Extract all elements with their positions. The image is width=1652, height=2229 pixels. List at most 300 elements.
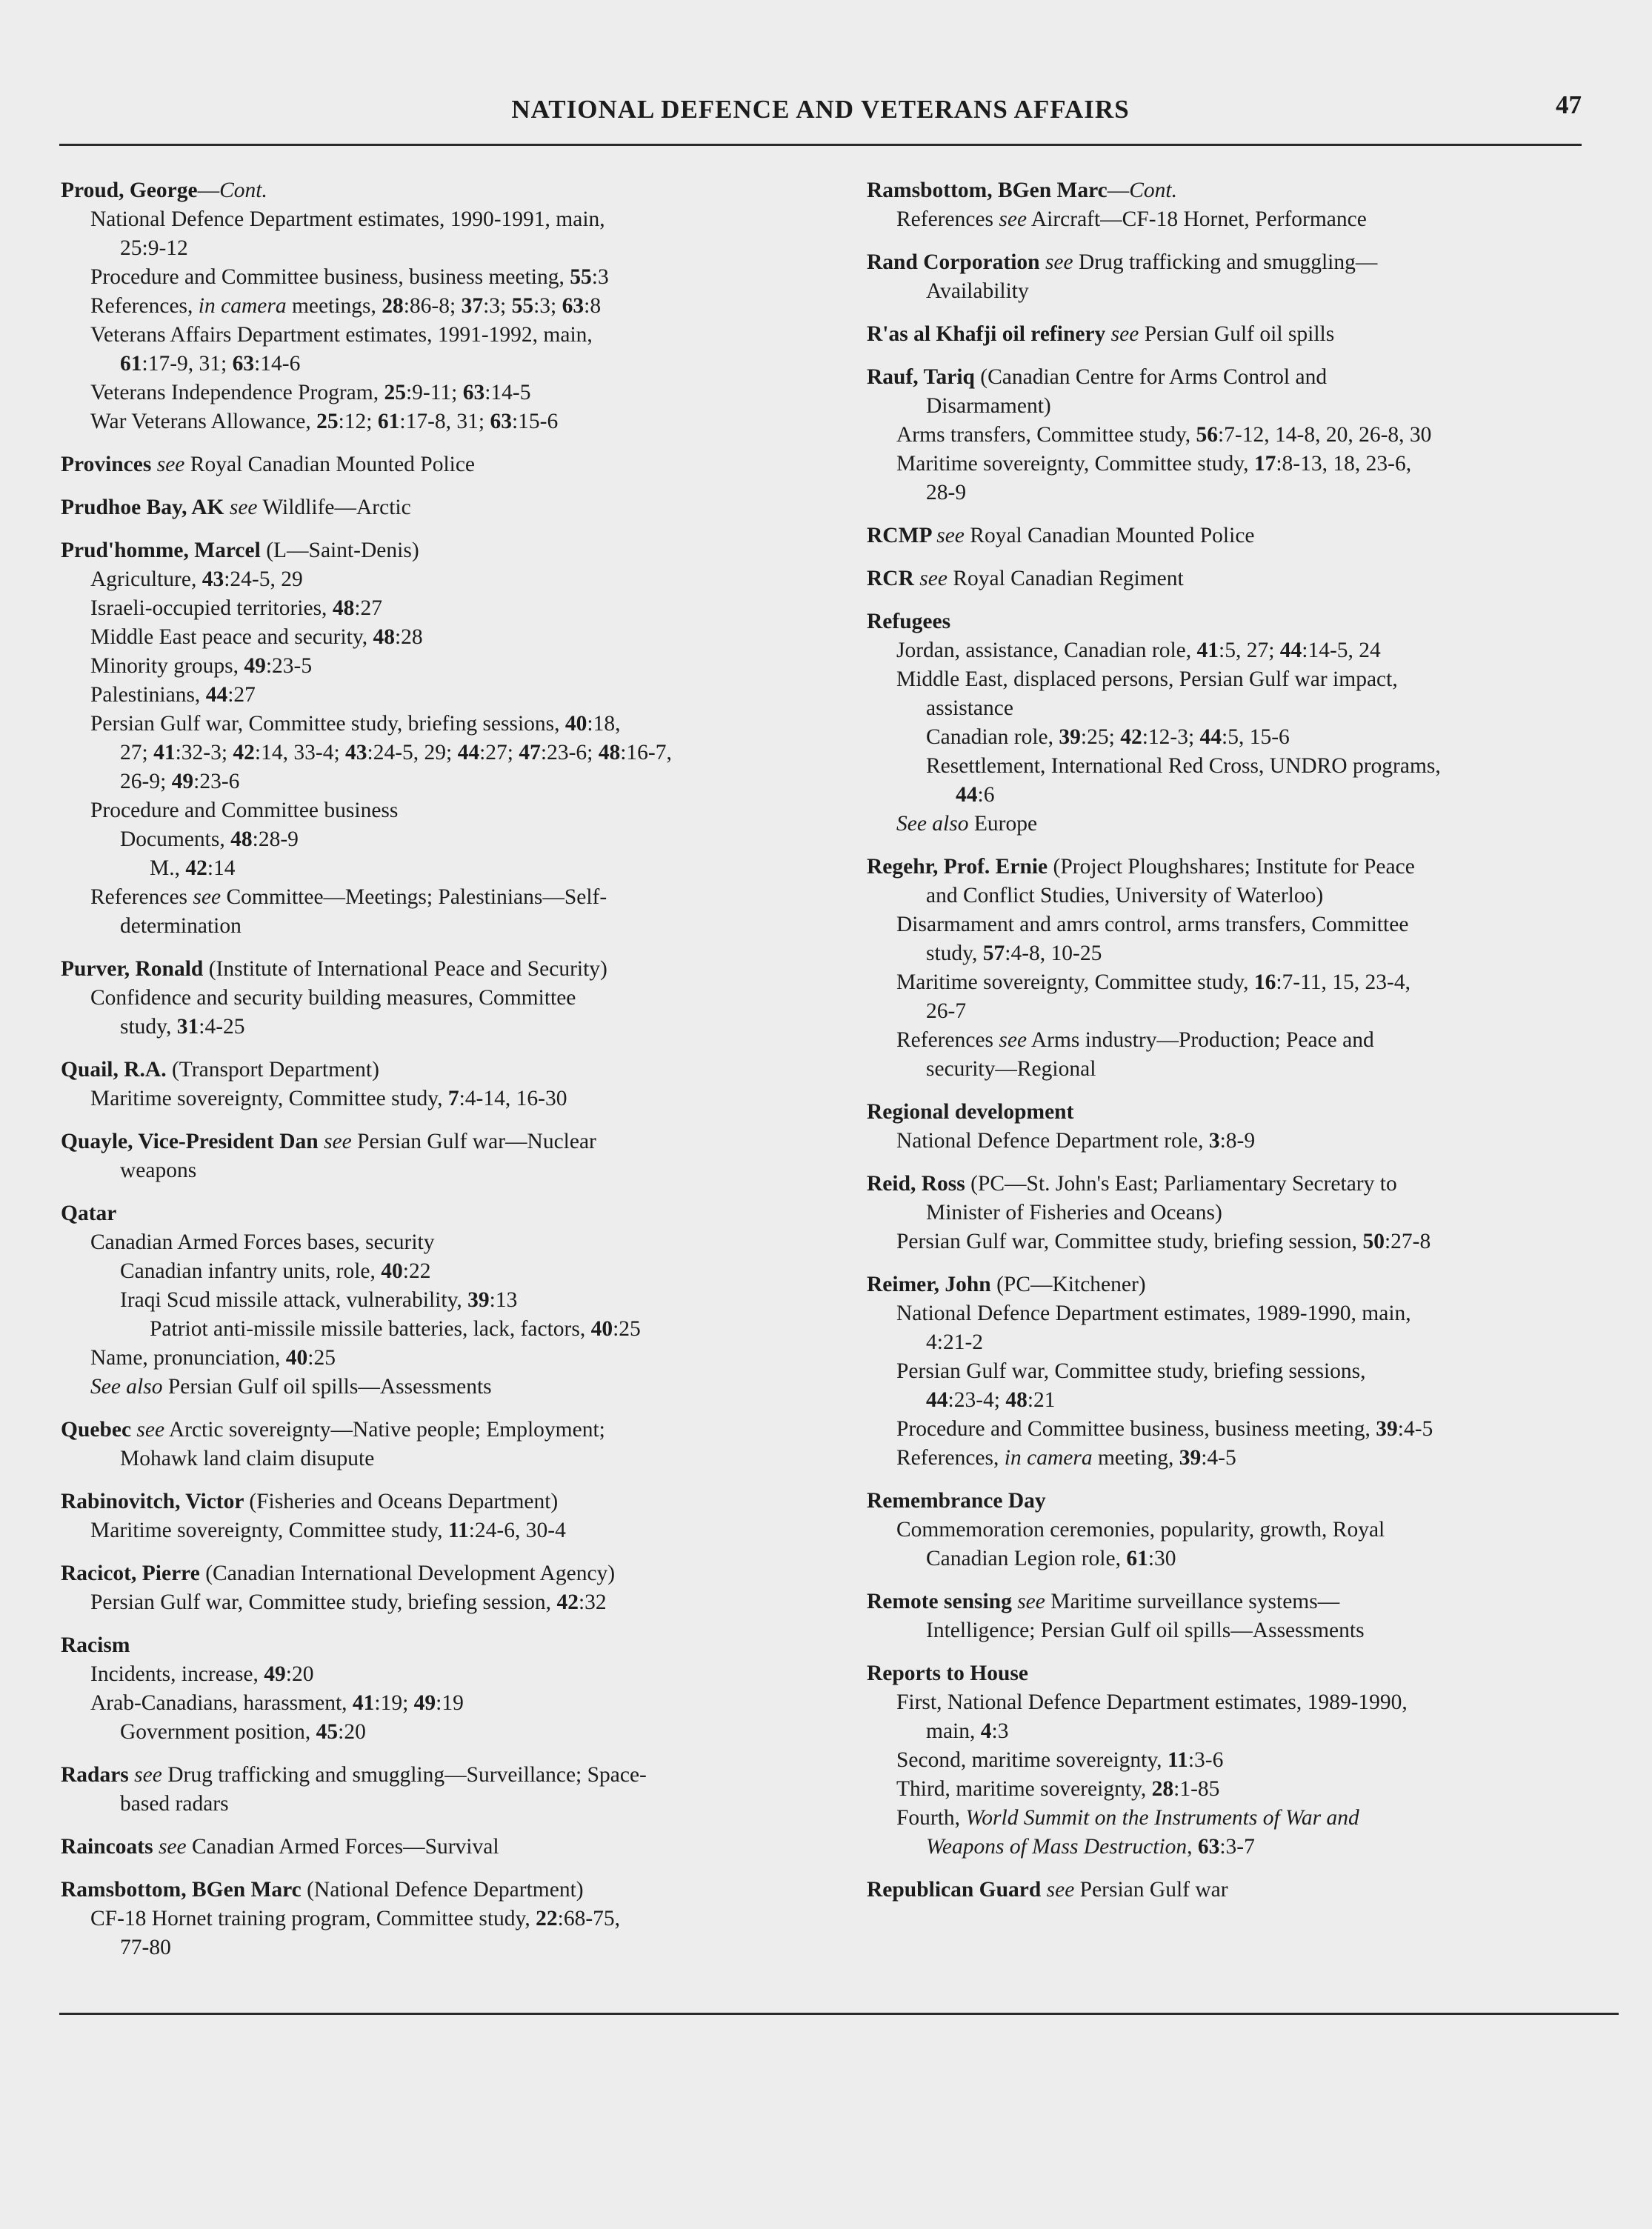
- index-heading: [867, 176, 1630, 205]
- italic-text: see: [999, 207, 1027, 231]
- entry-text: :32-3;: [175, 741, 233, 764]
- index-entry: [867, 1170, 1630, 1256]
- entry-text: Minority groups,: [90, 654, 244, 678]
- italic-text: See also: [90, 1375, 163, 1399]
- bold-text: 47: [519, 741, 541, 764]
- index-subentry: [61, 1084, 824, 1113]
- entry-text: CF-18 Hornet training program, Committee study,: [90, 1907, 536, 1930]
- entry-text: :20: [338, 1720, 366, 1744]
- entry-text: :86-8;: [403, 294, 462, 318]
- italic-text: see: [936, 524, 965, 547]
- index-entry: [867, 1270, 1630, 1473]
- entry-text: :17-8, 31;: [399, 410, 490, 433]
- italic-text: in camera: [1004, 1446, 1093, 1470]
- index-subentry: [867, 205, 1630, 234]
- bold-text: Racism: [61, 1633, 130, 1657]
- entry-text: Persian Gulf war, Committee study, briefing sessions,: [90, 712, 565, 736]
- index-subentry: [61, 1315, 824, 1344]
- bold-text: 40: [381, 1259, 403, 1283]
- index-subentry: [867, 939, 1630, 968]
- index-heading: [867, 607, 1630, 636]
- index-subentry: [61, 652, 824, 681]
- bold-text: 61: [377, 410, 400, 433]
- index-subentry: [867, 1516, 1630, 1545]
- entry-text: Royal Canadian Mounted Police: [964, 524, 1255, 547]
- index-subentry: [61, 234, 824, 263]
- index-subentry: [61, 263, 824, 292]
- entry-text: :14-6: [254, 352, 301, 376]
- entry-text: :30: [1148, 1547, 1176, 1570]
- index-entry: [867, 1876, 1630, 1905]
- index-heading: [61, 493, 824, 522]
- bold-text: 28: [382, 294, 404, 318]
- bold-text: 42: [185, 856, 207, 880]
- bold-text: 49: [244, 654, 266, 678]
- index-entry: [867, 1487, 1630, 1573]
- index-subentry: [867, 1227, 1630, 1256]
- bold-text: 37: [461, 294, 484, 318]
- index-heading: [867, 1170, 1630, 1199]
- bold-text: Remote sensing: [867, 1590, 1018, 1613]
- entry-text: 26-7: [926, 999, 967, 1023]
- entry-text: security—Regional: [926, 1057, 1096, 1081]
- index-subentry: [867, 1328, 1630, 1357]
- bold-text: 42: [1120, 725, 1142, 749]
- bold-text: 11: [1167, 1748, 1188, 1772]
- index-entry: [61, 1127, 824, 1185]
- italic-text: see: [1110, 322, 1139, 346]
- bold-text: Regehr, Prof. Ernie: [867, 855, 1053, 879]
- index-subentry: [61, 321, 824, 350]
- index-subentry: [61, 1588, 824, 1617]
- italic-text: see: [919, 567, 947, 590]
- entry-text: Mohawk land claim disupute: [120, 1447, 375, 1470]
- italic-text: in camera: [198, 294, 287, 318]
- index-entry: [61, 1631, 824, 1747]
- index-heading: [61, 536, 824, 565]
- entry-text: National Defence Department estimates, 1990-1991, main,: [90, 207, 605, 231]
- entry-text: :3;: [483, 294, 512, 318]
- italic-text: World Summit on the Instruments of War and: [965, 1806, 1359, 1830]
- entry-text: :25;: [1080, 725, 1121, 749]
- entry-text: :14-5, 24: [1302, 639, 1381, 662]
- page-title: NATIONAL DEFENCE AND VETERANS AFFAIRS: [511, 95, 1130, 124]
- bold-text: Rabinovitch, Victor: [61, 1490, 250, 1513]
- entry-text: Persian Gulf oil spills: [1139, 322, 1335, 346]
- index-entry: [867, 248, 1630, 306]
- index-subentry: [867, 752, 1630, 781]
- entry-text: :23-5: [265, 654, 313, 678]
- entry-text: Canadian role,: [926, 725, 1059, 749]
- entry-text: :12;: [338, 410, 378, 433]
- entry-text: References: [90, 885, 193, 909]
- bold-text: Refugees: [867, 610, 951, 633]
- entry-text: :5, 27;: [1219, 639, 1280, 662]
- index-heading: [61, 450, 824, 479]
- entry-text: :13: [489, 1288, 518, 1312]
- bold-text: Quail, R.A.: [61, 1058, 172, 1082]
- bold-text: 49: [264, 1662, 286, 1686]
- bold-text: 41: [352, 1691, 375, 1715]
- entry-text: :6: [977, 783, 995, 807]
- bold-text: Ramsbottom, BGen Marc: [867, 179, 1108, 202]
- entry-text: References,: [896, 1446, 1005, 1470]
- entry-text: :32: [578, 1590, 607, 1614]
- entry-text: :24-6, 30-4: [468, 1519, 566, 1542]
- entry-text: Canadian Legion role,: [926, 1547, 1127, 1570]
- entry-text: :27-8: [1384, 1230, 1431, 1253]
- index-entry: [867, 607, 1630, 839]
- bold-text: 56: [1196, 423, 1218, 447]
- bold-text: 43: [201, 567, 224, 591]
- index-subentry: [867, 636, 1630, 665]
- index-subentry: [867, 392, 1630, 421]
- entry-text: Fourth,: [896, 1806, 966, 1830]
- entry-text: (PC—Kitchener): [996, 1273, 1146, 1296]
- index-subentry: [61, 205, 824, 234]
- bold-text: 44: [926, 1388, 948, 1412]
- entry-text: meetings,: [286, 294, 382, 318]
- entry-text: :9-11;: [405, 381, 463, 404]
- bold-text: 61: [1126, 1547, 1148, 1570]
- index-heading: [61, 1199, 824, 1228]
- entry-text: Patriot anti-missile missile batteries, lack, factors,: [150, 1317, 591, 1341]
- bold-text: RCMP: [867, 524, 937, 547]
- index-subentry: [61, 292, 824, 321]
- entry-text: 77-80: [120, 1936, 171, 1959]
- entry-text: :3-7: [1219, 1835, 1255, 1859]
- bold-text: 44: [205, 683, 228, 707]
- index-entry: [867, 853, 1630, 1084]
- italic-text: Cont.: [1129, 179, 1177, 202]
- bold-text: 7: [447, 1087, 459, 1110]
- bold-text: 50: [1362, 1230, 1385, 1253]
- entry-text: ,: [1187, 1835, 1198, 1859]
- index-subentry: [867, 781, 1630, 810]
- entry-text: :8-9: [1219, 1129, 1256, 1153]
- index-subentry: [867, 479, 1630, 507]
- entry-text: Incidents, increase,: [90, 1662, 264, 1686]
- entry-text: :5, 15-6: [1222, 725, 1290, 749]
- bold-text: Proud, George: [61, 179, 198, 202]
- index-subentry: [867, 1688, 1630, 1717]
- index-subentry: [61, 1156, 824, 1185]
- entry-text: Disarmament): [926, 394, 1051, 418]
- entry-text: :19;: [374, 1691, 414, 1715]
- index-subentry: [61, 1445, 824, 1473]
- entry-text: Name, pronunciation,: [90, 1346, 286, 1370]
- italic-text: See also: [896, 812, 969, 836]
- entry-text: 27;: [120, 741, 154, 764]
- bold-text: Remembrance Day: [867, 1489, 1046, 1513]
- entry-text: Drug trafficking and smuggling—Surveillance; Space-: [161, 1763, 647, 1787]
- index-heading: [61, 1127, 824, 1156]
- index-subentry: [61, 883, 824, 912]
- italic-text: see: [158, 1835, 187, 1859]
- italic-text: Cont.: [219, 179, 267, 202]
- index-subentry: [61, 1286, 824, 1315]
- bold-text: 42: [233, 741, 255, 764]
- entry-text: :19: [436, 1691, 464, 1715]
- entry-text: Agriculture,: [90, 567, 202, 591]
- index-subentry: [61, 1790, 824, 1819]
- index-subentry: [61, 1516, 824, 1545]
- bold-text: 55: [511, 294, 534, 318]
- bold-text: Reports to House: [867, 1662, 1028, 1685]
- bold-text: 48: [332, 596, 355, 620]
- entry-text: 26-9;: [120, 770, 172, 793]
- entry-text: Veterans Independence Program,: [90, 381, 384, 404]
- entry-text: Resettlement, International Red Cross, UNDRO programs,: [926, 754, 1441, 778]
- entry-text: References,: [90, 294, 199, 318]
- entry-text: References: [896, 1028, 999, 1052]
- entry-text: :23-4;: [947, 1388, 1006, 1412]
- italic-text: see: [1017, 1590, 1045, 1613]
- index-entry: [867, 363, 1630, 507]
- entry-text: :21: [1027, 1388, 1056, 1412]
- entry-text: :3-6: [1188, 1748, 1224, 1772]
- bold-text: 44: [1279, 639, 1302, 662]
- bold-text: 40: [590, 1317, 613, 1341]
- index-heading: [61, 1487, 824, 1516]
- index-subentry: [867, 1026, 1630, 1055]
- index-subentry: [61, 984, 824, 1013]
- entry-text: and Conflict Studies, University of Waterloo): [926, 884, 1324, 907]
- entry-text: :7-12, 14-8, 20, 26-8, 30: [1217, 423, 1432, 447]
- entry-text: study,: [926, 942, 983, 965]
- index-heading: [867, 248, 1630, 277]
- bold-text: 39: [467, 1288, 490, 1312]
- entry-text: (Canadian International Development Agency): [205, 1562, 616, 1585]
- bold-text: Racicot, Pierre: [61, 1562, 206, 1585]
- bold-text: 63: [562, 294, 584, 318]
- index-entry: [867, 1587, 1630, 1645]
- entry-text: (L—Saint-Denis): [266, 539, 419, 562]
- bold-text: Reimer, John: [867, 1273, 997, 1296]
- entry-text: :18,: [587, 712, 621, 736]
- index-entry: [61, 1487, 824, 1545]
- bold-text: Regional development: [867, 1100, 1074, 1124]
- bold-text: Rand Corporation: [867, 250, 1045, 274]
- index-subentry: [867, 1199, 1630, 1227]
- index-subentry: [867, 968, 1630, 997]
- entry-text: Persian Gulf war, Committee study, briefing sessions,: [896, 1359, 1366, 1383]
- entry-text: Procedure and Committee business, business meeting,: [896, 1417, 1376, 1441]
- entry-text: M.,: [150, 856, 186, 880]
- index-subentry: [61, 379, 824, 407]
- page-number: 47: [1556, 90, 1582, 119]
- entry-text: :14: [207, 856, 236, 880]
- entry-text: Committee—Meetings; Palestinians—Self-: [221, 885, 607, 909]
- index-subentry: [867, 421, 1630, 450]
- index-entry: [61, 536, 824, 941]
- index-subentry: [61, 681, 824, 710]
- italic-text: see: [134, 1763, 162, 1787]
- index-heading: [867, 363, 1630, 392]
- index-subentry: [867, 1717, 1630, 1746]
- bold-text: 48: [230, 827, 253, 851]
- index-subentry: [867, 1357, 1630, 1386]
- entry-text: :27: [227, 683, 256, 707]
- bold-text: 63: [490, 410, 512, 433]
- index-subentry: [61, 912, 824, 941]
- entry-text: :68-75,: [557, 1907, 621, 1930]
- index-entry: [61, 1761, 824, 1819]
- index-entry: [61, 176, 824, 436]
- index-subentry: [867, 997, 1630, 1026]
- italic-text: see: [193, 885, 222, 909]
- entry-text: Persian Gulf war: [1074, 1878, 1228, 1902]
- entry-text: War Veterans Allowance,: [90, 410, 317, 433]
- italic-text: see: [999, 1028, 1027, 1052]
- index-subentry: [61, 1905, 824, 1933]
- index-subentry: [61, 796, 824, 825]
- entry-text: 28-9: [926, 481, 967, 504]
- entry-text: Confidence and security building measures, Committee: [90, 986, 576, 1010]
- entry-text: Disarmament and amrs control, arms transfers, Committee: [896, 913, 1409, 936]
- index-subentry: [867, 1386, 1630, 1415]
- entry-text: determination: [120, 914, 242, 938]
- entry-text: Maritime sovereignty, Committee study,: [896, 970, 1254, 994]
- entry-text: Documents,: [120, 827, 231, 851]
- bold-text: Radars: [61, 1763, 135, 1787]
- entry-text: :8-13, 18, 23-6,: [1276, 452, 1412, 476]
- entry-text: assistance: [926, 696, 1013, 720]
- entry-text: :25: [613, 1317, 641, 1341]
- entry-text: Israeli-occupied territories,: [90, 596, 333, 620]
- index-subentry: [867, 910, 1630, 939]
- entry-text: :24-5, 29: [224, 567, 303, 591]
- entry-text: References: [896, 207, 999, 231]
- entry-text: Middle East peace and security,: [90, 625, 373, 649]
- index-subentry: [61, 1013, 824, 1042]
- entry-text: :4-25: [199, 1015, 245, 1039]
- entry-text: Arab-Canadians, harassment,: [90, 1691, 353, 1715]
- bold-text: 63: [462, 381, 485, 404]
- index-heading: [61, 1416, 824, 1445]
- index-subentry: [867, 450, 1630, 479]
- bold-text: Provinces: [61, 453, 157, 476]
- bold-text: Raincoats: [61, 1835, 159, 1859]
- bold-text: RCR: [867, 567, 920, 590]
- entry-text: (Institute of International Peace and Security): [208, 957, 607, 981]
- italic-text: Weapons of Mass Destruction: [926, 1835, 1188, 1859]
- index-subentry: [867, 1299, 1630, 1328]
- entry-text: :3: [591, 265, 609, 289]
- bold-text: 11: [447, 1519, 469, 1542]
- entry-text: :4-5: [1201, 1446, 1236, 1470]
- bold-text: 44: [956, 783, 978, 807]
- entry-text: Canadian Armed Forces bases, security: [90, 1230, 435, 1254]
- entry-text: First, National Defence Department estimates, 1989-1990,: [896, 1690, 1408, 1714]
- index-subentry: [61, 1718, 824, 1747]
- index-subentry: [867, 1545, 1630, 1573]
- index-column-left: [61, 176, 824, 1976]
- bold-text: Purver, Ronald: [61, 957, 209, 981]
- entry-text: :3: [991, 1719, 1009, 1743]
- index-subentry: [867, 694, 1630, 723]
- bold-text: 48: [598, 741, 621, 764]
- entry-text: :17-9, 31;: [141, 352, 233, 376]
- index-subentry: [867, 1055, 1630, 1084]
- entry-text: (National Defence Department): [307, 1878, 584, 1902]
- footer-rule: [59, 2013, 1619, 2015]
- entry-text: :23-6;: [540, 741, 599, 764]
- bold-text: 49: [413, 1691, 436, 1715]
- entry-text: Availability: [926, 279, 1029, 303]
- bold-text: 63: [1197, 1835, 1220, 1859]
- bold-text: 16: [1253, 970, 1276, 994]
- entry-text: —: [1107, 179, 1130, 202]
- index-entry: [867, 320, 1630, 349]
- index-heading: [61, 955, 824, 984]
- bold-text: 42: [556, 1590, 579, 1614]
- entry-text: main,: [926, 1719, 981, 1743]
- bold-text: 17: [1253, 452, 1276, 476]
- italic-text: see: [156, 453, 185, 476]
- bold-text: 48: [1005, 1388, 1027, 1412]
- entry-text: (PC—St. John's East; Parliamentary Secretary to: [970, 1172, 1397, 1196]
- bold-text: Republican Guard: [867, 1878, 1047, 1902]
- entry-text: (Project Ploughshares; Institute for Peace: [1053, 855, 1415, 879]
- index-column-right: [867, 176, 1630, 1919]
- index-heading: [867, 1270, 1630, 1299]
- index-entry: [61, 1876, 824, 1962]
- index-heading: [61, 1833, 824, 1862]
- entry-text: Procedure and Committee business: [90, 799, 399, 822]
- entry-text: (Transport Department): [171, 1058, 379, 1082]
- index-subentry: [61, 825, 824, 854]
- entry-text: Middle East, displaced persons, Persian Gulf war impact,: [896, 667, 1398, 691]
- index-entry: [61, 1056, 824, 1113]
- entry-text: :27;: [479, 741, 519, 764]
- entry-text: :22: [402, 1259, 431, 1283]
- entry-text: Persian Gulf oil spills—Assessments: [162, 1375, 492, 1399]
- index-subentry: [61, 854, 824, 883]
- bold-text: 41: [153, 741, 176, 764]
- index-subentry: [61, 565, 824, 594]
- bold-text: Reid, Ross: [867, 1172, 971, 1196]
- bold-text: 28: [1151, 1777, 1174, 1801]
- entry-text: :28-9: [252, 827, 299, 851]
- index-subentry: [61, 1373, 824, 1402]
- bold-text: Prud'homme, Marcel: [61, 539, 267, 562]
- entry-text: (Canadian Centre for Arms Control and: [980, 365, 1328, 389]
- entry-text: :25: [307, 1346, 336, 1370]
- index-subentry: [867, 1746, 1630, 1775]
- index-heading: [61, 1761, 824, 1790]
- bold-text: 25: [384, 381, 406, 404]
- entry-text: Persian Gulf war, Committee study, briefing session,: [896, 1230, 1363, 1253]
- index-heading: [867, 564, 1630, 593]
- entry-text: Drug trafficking and smuggling—: [1073, 250, 1378, 274]
- entry-text: :14-5: [484, 381, 531, 404]
- index-subentry: [867, 665, 1630, 694]
- entry-text: :7-11, 15, 23-4,: [1276, 970, 1410, 994]
- bold-text: 4: [980, 1719, 992, 1743]
- bold-text: 25: [316, 410, 339, 433]
- bold-text: 44: [1199, 725, 1222, 749]
- entry-text: Wildlife—Arctic: [257, 496, 411, 519]
- bold-text: Quebec: [61, 1418, 137, 1442]
- entry-text: :14, 33-4;: [254, 741, 346, 764]
- entry-text: :3;: [533, 294, 562, 318]
- bold-text: 45: [316, 1720, 339, 1744]
- index-subentry: [867, 882, 1630, 910]
- index-subentry: [867, 1804, 1630, 1833]
- index-heading: [61, 1631, 824, 1660]
- italic-text: see: [136, 1418, 165, 1442]
